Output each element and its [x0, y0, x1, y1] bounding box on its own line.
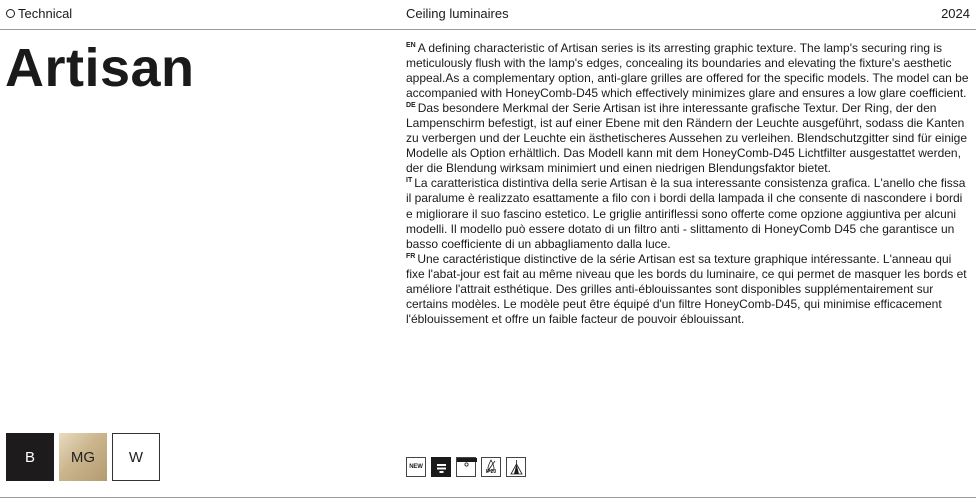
description-en — [406, 41, 972, 101]
finish-swatches — [6, 433, 160, 481]
circle-outline-icon — [6, 9, 15, 18]
description-text: Une caractéristique distinctive de la série Artisan est sa texture graphique intéressante. L'anneau qui fixe l'abat-jour est fait au même niveau que les bords du luminaire, ce qui permet de masquer les bords et améliore l'attrait esthétique. Des grilles anti-éblouissantes sont disponibles supplémentairement sur certains modèles. Le modèle peut être équipé d'un filtre HoneyComb-D45, qui minimise efficacement l'éblouissement et offre un faible facteur de pouvoir éblouissant. — [406, 251, 967, 326]
product-title: Artisan — [5, 38, 195, 98]
header-bar — [0, 0, 976, 28]
ip-rating-icon — [481, 457, 501, 477]
lang-tag: FR — [406, 252, 416, 260]
description-de — [406, 101, 972, 176]
footer-divider — [0, 497, 976, 498]
new-badge-icon — [406, 457, 426, 477]
finish-swatch-b[interactable]: B — [6, 433, 54, 481]
ceiling-mount-icon — [456, 457, 476, 477]
description-text: Das besondere Merkmal der Serie Artisan ist ihre interessante grafische Textur. Der Ring, der den Lampenschirm befestigt, ist auf einer Ebene mit den Rändern der Leuchte ausgeführt, sodass die Kanten zu verbergen und der Leuchte ein ästhetischeres Aussehen zu verleihen. Blendschutzgitter sind für einige Modelle als Option erhältlich. Das Modell kann mit dem HoneyComb-D45 Lichtfilter ausgestattet werden, der die Blendung wirksam minimiert und einen niedrigen Blendungsfaktor bietet. — [406, 101, 968, 176]
lang-tag: DE — [406, 102, 416, 110]
section-label — [6, 6, 72, 21]
finish-swatch-mg[interactable]: MG — [59, 433, 107, 481]
category-label: Ceiling luminaires — [406, 6, 509, 21]
description-text: La caratteristica distintiva della serie Artisan è la sua interessante consistenza grafica. L'anello che fissa il paralume è realizzato esattamente a filo con i bordi della lampada il che consente di nascondere i bordi e migliorare il suo fascino estetico. Le griglie antiriflessi sono offerte come opzione aggiuntiva per alcuni modelli. Il modello può essere dotato di un filtro anti - slittamento di HoneyComb D45 che garantisce un basso coefficiente di un abbagliamento dalla luce. — [406, 176, 966, 251]
lang-tag: EN — [406, 42, 416, 49]
description-it — [406, 176, 972, 251]
light-beam-icon — [506, 457, 526, 477]
header-divider — [0, 29, 976, 30]
section-text: Technical — [18, 6, 73, 21]
feature-icons — [406, 457, 526, 477]
ip-rating-label: IP20 — [485, 469, 497, 475]
description-fr — [406, 252, 972, 327]
new-badge-label: NEW — [409, 464, 423, 470]
description-block — [406, 41, 972, 327]
driver-icon — [431, 457, 451, 477]
description-text: A defining characteristic of Artisan series is its arresting graphic texture. The lamp's securing ring is meticulously flush with the lamp's edges, concealing its boundaries and elevating the fixture's aesthetic appeal.As a complementary option, anti-glare grilles are offered for the specific models. The model can be accompanied with HoneyComb-D45 which effectively minimizes glare and ensures a low glare coefficient. — [406, 41, 969, 101]
year-label: 2024 — [941, 6, 970, 21]
finish-swatch-w[interactable]: W — [112, 433, 160, 481]
lang-tag: IT — [406, 177, 413, 185]
